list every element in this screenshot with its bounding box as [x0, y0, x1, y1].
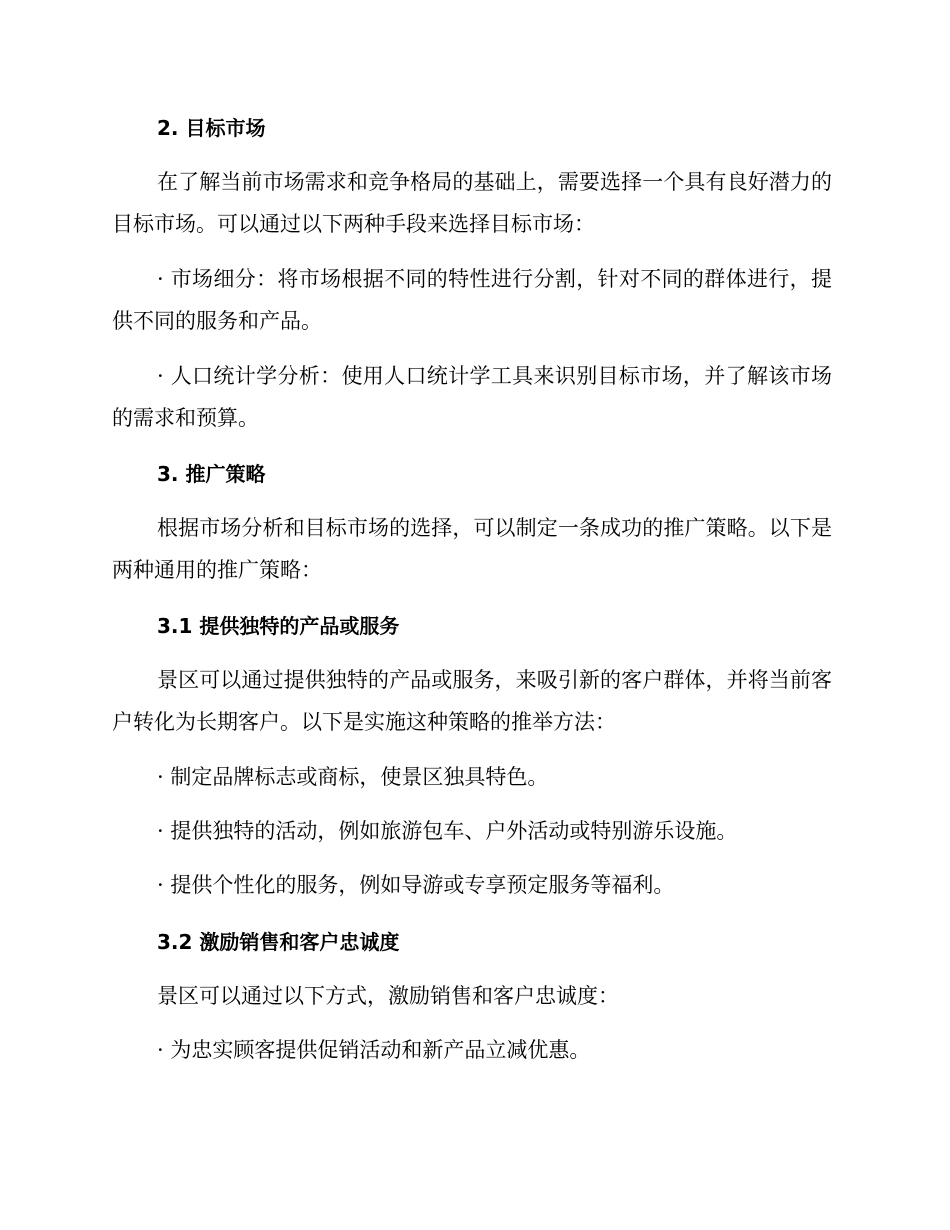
paragraph-unique-products-intro: 景区可以通过提供独特的产品或服务，来吸引新的客户群体，并将当前客户转化为长期客户。以下是实施这种策略的推举方法：: [112, 668, 832, 734]
bullet-unique-activities: · 提供独特的活动，例如旅游包车、户外活动或特别游乐设施。: [157, 819, 738, 843]
paragraph-target-market-intro: 在了解当前市场需求和竞争格局的基础上，需要选择一个具有良好潜力的目标市场。可以通过以下两种手段来选择目标市场：: [112, 170, 832, 236]
paragraph-promotion-intro: 根据市场分析和目标市场的选择，可以制定一条成功的推广策略。以下是两种通用的推广策略：: [112, 516, 832, 582]
bullet-demographic-analysis: · 人口统计学分析：使用人口统计学工具来识别目标市场，并了解该市场的需求和预算。: [112, 364, 832, 430]
section-heading-target-market: 2. 目标市场: [157, 116, 266, 140]
paragraph-sales-loyalty-intro: 景区可以通过以下方式，激励销售和客户忠诚度：: [157, 984, 619, 1008]
section-heading-promotion-strategy: 3. 推广策略: [157, 462, 266, 486]
bullet-market-segmentation: · 市场细分：将市场根据不同的特性进行分割，针对不同的群体进行，提供不同的服务和产品。: [112, 267, 832, 333]
subsection-heading-unique-products: 3.1 提供独特的产品或服务: [157, 614, 400, 638]
subsection-heading-sales-loyalty: 3.2 激励销售和客户忠诚度: [157, 930, 400, 954]
bullet-brand-logo: · 制定品牌标志或商标，使景区独具特色。: [157, 765, 549, 789]
bullet-loyal-customer-promotions: · 为忠实顾客提供促销活动和新产品立减优惠。: [157, 1038, 591, 1062]
bullet-personalized-service: · 提供个性化的服务，例如导游或专享预定服务等福利。: [157, 873, 675, 897]
